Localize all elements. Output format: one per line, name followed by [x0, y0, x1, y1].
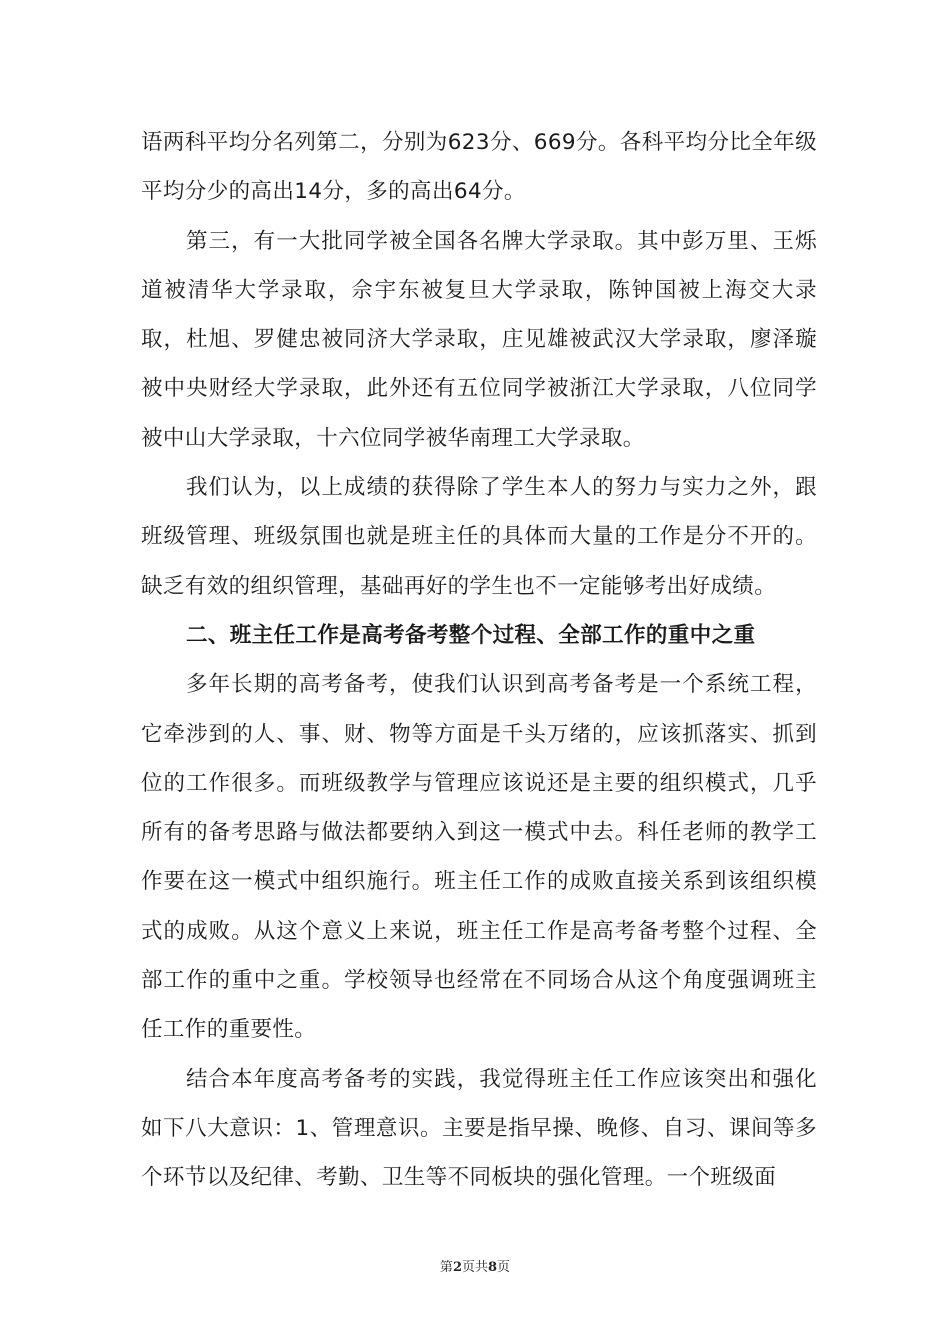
page-number-footer	[0, 1256, 950, 1275]
footer-suffix: 页	[497, 1260, 511, 1275]
current-page-number: 2	[452, 1260, 462, 1275]
paragraph-third-admissions: 第三，有一大批同学被全国各名牌大学录取。其中彭万里、王烁道被清华大学录取，佘宇东被复旦大学录取，陈钟国被上海交大录取，杜旭、罗健忠被同济大学录取，庄见雄被武汉大学录取，廖泽璇被中央财经大学录取，此外还有五位同学被浙江大学录取，八位同学被中山大学录取，十六位同学被华南理工大学录取。	[141, 228, 817, 451]
total-pages-number: 8	[488, 1260, 498, 1275]
section-heading-two: 二、班主任工作是高考备考整个过程、全部工作的重中之重	[186, 622, 756, 648]
footer-prefix: 第	[439, 1260, 453, 1275]
footer-middle: 页共	[461, 1260, 488, 1275]
paragraph-conclusion: 我们认为，以上成绩的获得除了学生本人的努力与实力之外，跟班级管理、班级氛围也就是班主任的具体而大量的工作是分不开的。缺乏有效的组织管理，基础再好的学生也不一定能够考出好成绩。	[141, 475, 817, 599]
paragraph-scores-continued: 语两科平均分名列第二，分别为623分、669分。各科平均分比全年级平均分少的高出14分，多的高出64分。	[141, 130, 817, 205]
paragraph-eight-awareness: 结合本年度高考备考的实践，我觉得班主任工作应该突出和强化如下八大意识：1、管理意识。主要是指早操、晚修、自习、课间等多个环节以及纪律、考勤、卫生等不同板块的强化管理。一个班级面	[141, 1066, 817, 1191]
body-text	[141, 118, 817, 1203]
paragraph-system-engineering: 多年长期的高考备考，使我们认识到高考备考是一个系统工程，它牵涉到的人、事、财、物等方面是千头万绪的，应该抓落实、抓到位的工作很多。而班级教学与管理应该说还是主要的组织模式，几乎所有的备考思路与做法都要纳入到这一模式中去。科任老师的教学工作要在这一模式中组织施行。班主任工作的成败直接关系到该组织模式的成败。从这个意义上来说，班主任工作是高考备考整个过程、全部工作的重中之重。学校领导也经常在不同场合从这个角度强调班主任工作的重要性。	[141, 672, 817, 1043]
